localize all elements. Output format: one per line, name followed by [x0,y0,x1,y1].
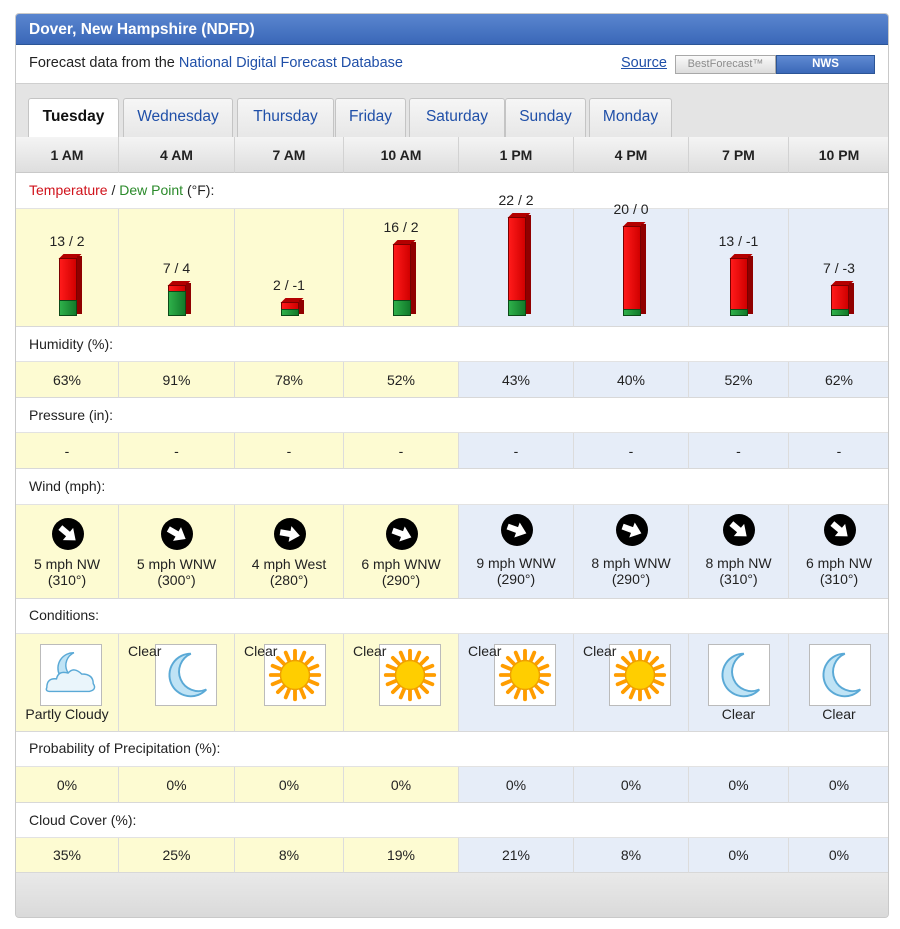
condition-text: Clear [583,643,617,659]
temperature-label [29,182,214,198]
dew-point-word: Dew Point [119,182,184,198]
temperature-bar-segment [730,258,748,310]
page-title: Dover, New Hampshire (NDFD) [29,21,255,38]
wind-degrees: (310°) [47,572,87,588]
conditions-label-row [16,599,889,634]
wind-value [344,556,458,588]
tab-thursday[interactable]: Thursday [237,98,334,137]
precip-value: 0% [278,776,300,793]
wind-value [689,555,788,587]
wind-arrow-icon [722,513,756,547]
bar-side-face [299,300,304,314]
wind-degrees: (300°) [157,572,196,588]
temperature-cell [459,192,574,327]
hour-header-cell: 10 PM [789,137,889,173]
wind-arrow-icon [823,513,857,547]
conditions-cell [459,634,574,732]
pressure-value: - [628,442,634,459]
wind-label: Wind (mph): [29,478,106,494]
conditions-cell [16,634,119,732]
condition-text: Clear [721,706,756,722]
cloud-cover-cell [16,838,119,873]
source-bar [16,45,889,84]
wind-cell [689,505,789,599]
temperature-label-row [16,173,889,209]
wind-speed: 8 mph WNW [591,555,671,571]
tab-saturday[interactable]: Saturday [409,98,505,137]
humidity-value: 63% [52,371,82,388]
pressure-value: - [736,442,741,459]
humidity-cell [574,362,689,398]
temperature-bar [508,217,526,316]
cloud-cover-cell [344,838,459,873]
wind-speed: 8 mph NW [705,555,772,571]
wind-value [574,555,688,587]
wind-cell [16,505,119,599]
temperature-unit: (°F): [183,182,215,198]
humidity-cell [235,362,344,398]
temperature-bar [393,244,411,316]
sun-icon [379,644,441,706]
best-forecast-button[interactable]: BestForecast™ [675,55,776,74]
dew-point-bar-segment [730,309,748,316]
wind-speed: 5 mph NW [33,556,101,572]
dew-point-bar-segment [831,309,849,316]
cloud-cover-value: 0% [728,847,749,863]
wind-degrees: (310°) [819,571,859,587]
conditions-cell [344,634,459,732]
sun-disc [510,660,539,689]
sun-icon [609,644,671,706]
precip-value: 0% [728,776,749,793]
hour-header-cell: 1 AM [16,137,119,173]
temperature-bar-segment [281,302,299,309]
precip-cell [344,767,459,803]
pressure-cell [789,433,889,469]
temperature-cell [689,209,789,327]
cloud-cover-cell [574,838,689,873]
tab-wednesday[interactable]: Wednesday [123,98,233,137]
hour-header-cell: 7 PM [689,137,789,173]
temperature-value: 20 / 0 [613,201,649,217]
tab-friday[interactable]: Friday [335,98,406,137]
wind-degrees: (310°) [719,571,758,587]
wind-arrow-icon [51,517,85,551]
wind-speed: 6 mph WNW [361,556,441,572]
wind-cell [119,505,235,599]
moon-shape [823,654,860,697]
temperature-value: 16 / 2 [383,219,419,235]
hour-header-cell: 4 AM [119,137,235,173]
humidity-value: 43% [501,371,531,388]
temperature-bar [831,285,849,317]
humidity-cell [344,362,459,398]
humidity-value: 52% [724,371,753,388]
pressure-row [16,433,889,469]
precip-cell [789,767,889,803]
precip-value: 0% [620,776,642,793]
wind-speed: 6 mph NW [805,555,873,571]
dew-point-bar-segment [168,291,186,316]
condition-text: Clear [468,643,502,659]
cloud-cover-cell [789,838,889,873]
bar-side-face [849,283,854,315]
moon-icon [155,644,217,706]
humidity-row [16,362,889,398]
cloud-row [16,838,889,873]
wind-cell [574,505,689,599]
wind-cell [344,505,459,599]
temperature-bar-segment [393,244,411,300]
wind-row [16,505,889,599]
cloud-cover-cell [235,838,344,873]
cloud-cover-value: 8% [278,847,300,863]
pressure-cell [689,433,789,469]
temperature-cell [235,209,344,327]
bar-side-face [77,256,82,315]
pressure-value: - [513,442,519,459]
partly-cloudy-night-icon [40,644,102,706]
bar-side-face [411,242,416,314]
temperature-row [16,192,889,327]
source-prefix: Forecast data from the [29,55,179,71]
bar-side-face [641,224,646,314]
wind-value [459,555,573,587]
wind-value [16,556,118,588]
condition-text: Partly Cloudy [25,706,109,722]
precip-value: 0% [828,776,850,793]
dew-point-bar-segment [623,309,641,316]
humidity-value: 91% [162,371,191,388]
temperature-bar-segment [623,226,641,309]
moon-shape [722,654,759,697]
wind-arrow-icon [385,517,419,551]
wind-speed: 9 mph WNW [476,555,556,571]
precip-cell [459,767,574,803]
humidity-label-row [16,327,889,362]
wind-value [119,556,234,588]
wind-arrow-icon [160,517,194,551]
cloud-cover-cell [689,838,789,873]
sun-disc [395,660,424,689]
humidity-label: Humidity (%): [29,336,114,352]
moon-shape [169,654,206,697]
pressure-cell [574,433,689,469]
bar-side-face [526,215,531,314]
wind-arrow-icon [273,517,307,551]
tab-sunday[interactable]: Sunday [505,98,586,137]
temperature-value: 13 / 2 [49,232,85,249]
wind-label-row [16,469,889,505]
cloud-cover-value: 35% [52,847,82,863]
temperature-bar-segment [831,285,849,310]
cloud-label-row [16,803,889,838]
pressure-cell [119,433,235,469]
dew-point-bar-segment [281,309,299,316]
conditions-label: Conditions: [29,607,100,623]
conditions-cell [689,634,789,732]
precip-cell [119,767,235,803]
humidity-cell [789,362,889,398]
bar-side-face [748,256,753,315]
pressure-label: Pressure (in): [29,407,114,423]
wind-degrees: (290°) [381,572,421,588]
nws-button[interactable]: NWS [776,55,875,74]
wind-arrow-icon [615,513,649,547]
pressure-value: - [286,442,292,459]
sun-disc [625,660,654,689]
temperature-cell [789,209,889,327]
pressure-value: - [64,442,70,459]
temperature-bar [59,258,77,317]
temperature-word: Temperature [29,182,108,198]
cloud-cover-value: 21% [501,847,531,863]
temperature-bar-segment [508,217,526,300]
panel-footer [16,873,889,918]
temperature-value: 7 / -3 [823,259,855,276]
humidity-value: 78% [274,371,304,388]
hour-header-cell: 4 PM [574,137,689,173]
precip-cell [574,767,689,803]
title-bar [16,14,889,45]
conditions-cell [119,634,235,732]
bar-side-face [186,283,191,315]
wind-arrow-icon [500,513,534,547]
cloud-cover-cell [459,838,574,873]
precip-cell [689,767,789,803]
precip-value: 0% [56,776,78,793]
forecast-panel [15,13,889,918]
moon-icon [809,644,871,706]
pressure-cell [235,433,344,469]
sun-icon [494,644,556,706]
humidity-cell [459,362,574,398]
tab-monday[interactable]: Monday [589,98,672,137]
precip-row [16,767,889,803]
temperature-cell [344,209,459,327]
dew-point-bar-segment [508,300,526,316]
conditions-cell [789,634,889,732]
temperature-bar [730,258,748,317]
cloud-cover-value: 0% [828,847,850,863]
moon-icon [708,644,770,706]
temperature-cell [574,201,689,327]
condition-text: Clear [822,706,856,722]
temperature-cell [119,209,235,327]
precip-value: 0% [166,776,187,793]
temperature-bar-segment [59,258,77,301]
humidity-cell [689,362,789,398]
humidity-cell [16,362,119,398]
hour-header-cell: 7 AM [235,137,344,173]
tab-tuesday[interactable]: Tuesday [28,98,119,138]
wind-value [235,556,343,588]
dew-point-bar-segment [393,300,411,316]
label-separator: / [107,182,120,198]
cloud-label: Cloud Cover (%): [29,812,137,828]
wind-degrees: (290°) [496,571,536,587]
precip-value: 0% [505,776,527,793]
sun-disc [280,660,309,689]
pressure-cell [459,433,574,469]
pressure-value: - [174,442,179,459]
wind-cell [789,505,889,599]
wind-degrees: (290°) [611,571,651,587]
wind-cell [235,505,344,599]
wind-speed: 4 mph West [251,556,327,572]
pressure-cell [16,433,119,469]
condition-text: Clear [244,643,278,659]
precip-label: Probability of Precipitation (%): [29,740,221,756]
temperature-value: 7 / 4 [162,259,191,276]
condition-text: Clear [353,643,387,659]
humidity-cell [119,362,235,398]
ndfd-link[interactable]: National Digital Forecast Database [178,55,403,71]
hour-header [16,137,889,173]
day-tabs [16,84,889,137]
condition-text: Clear [128,643,162,659]
wind-speed: 5 mph WNW [136,556,217,572]
temperature-value: 22 / 2 [498,192,534,208]
cloud-cover-value: 25% [162,847,191,863]
source-description [29,55,403,71]
hour-header-cell: 1 PM [459,137,574,173]
pressure-value: - [836,442,842,459]
pressure-label-row [16,398,889,433]
temperature-value: 13 / -1 [718,232,759,249]
pressure-cell [344,433,459,469]
cloud-cover-value: 8% [620,847,642,863]
cloud-cover-value: 19% [386,847,416,863]
precip-label-row [16,732,889,767]
humidity-value: 40% [616,371,646,388]
cloud-shape [46,670,94,692]
cloud-cover-cell [119,838,235,873]
wind-cell [459,505,574,599]
precip-cell [235,767,344,803]
conditions-cell [574,634,689,732]
conditions-cell [235,634,344,732]
dew-point-bar-segment [59,300,77,316]
temperature-bar [281,302,299,316]
temperature-value: 2 / -1 [273,277,305,293]
source-label[interactable]: Source [621,55,667,71]
temperature-bar [168,285,186,317]
temperature-cell [16,209,119,327]
humidity-value: 62% [824,371,854,388]
wind-value [789,555,889,587]
temperature-bar [623,226,641,316]
hour-header-cell: 10 AM [344,137,459,173]
conditions-row [16,634,889,732]
precip-value: 0% [390,776,412,793]
wind-degrees: (280°) [269,572,309,588]
pressure-value: - [398,442,404,459]
precip-cell [16,767,119,803]
humidity-value: 52% [386,371,416,388]
